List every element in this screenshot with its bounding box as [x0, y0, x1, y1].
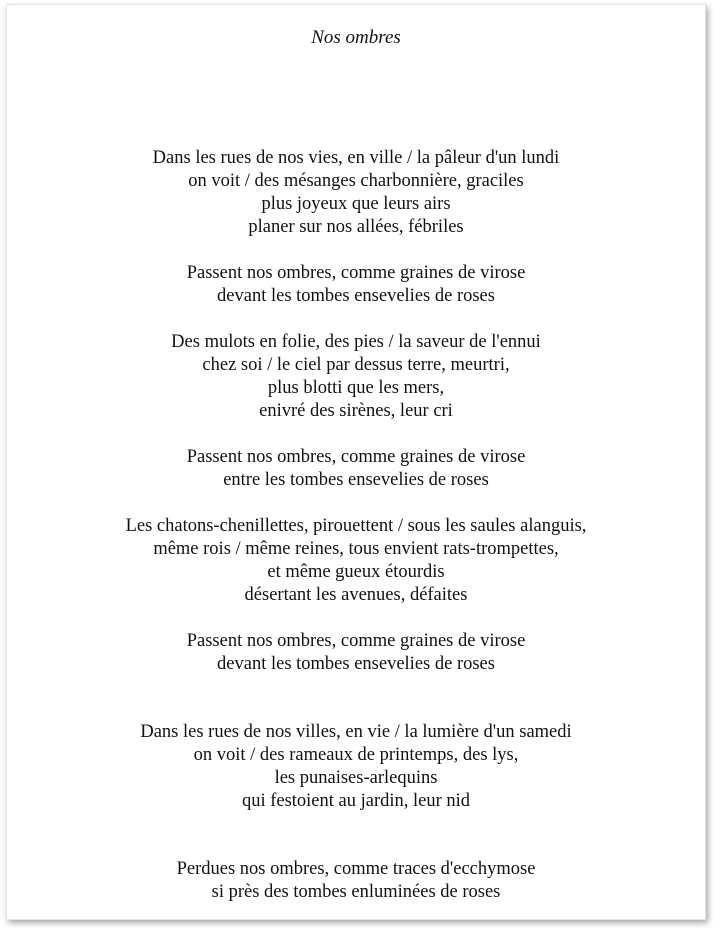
poem-line: Les chatons-chenillettes, pirouettent / sous les saules alanguis,	[125, 516, 587, 536]
poem-line: désertant les avenues, défaites	[244, 585, 468, 605]
poem-line: et même gueux étourdis	[267, 562, 445, 582]
poem-title: Nos ombres	[311, 27, 401, 48]
refrain-3	[7, 630, 705, 676]
refrain-2	[7, 446, 705, 492]
stanza-2	[7, 331, 705, 423]
poem-line: Passent nos ombres, comme graines de virose	[186, 263, 526, 283]
poem-line: plus joyeux que leurs airs	[261, 194, 451, 214]
stanza-1	[7, 147, 705, 239]
poem-line: plus blotti que les mers,	[267, 378, 445, 398]
poem-line: chez soi / le ciel par dessus terre, meurtri,	[202, 355, 510, 375]
poem-line: Passent nos ombres, comme graines de virose	[186, 631, 526, 651]
poem-line: Des mulots en folie, des pies / la saveur de l'ennui	[171, 332, 541, 352]
poem-body	[7, 147, 705, 904]
poem-line: devant les tombes ensevelies de roses	[217, 654, 495, 674]
document-page	[6, 4, 706, 920]
poem-line: si près des tombes enluminées de roses	[211, 882, 501, 902]
poem-line: enivré des sirènes, leur cri	[259, 401, 453, 421]
poem-line: Dans les rues de nos vies, en ville / la pâleur d'un lundi	[152, 148, 560, 168]
poem-line: même rois / même reines, tous envient rats-trompettes,	[153, 539, 559, 559]
poem-line: devant les tombes ensevelies de roses	[217, 286, 495, 306]
final-refrain	[7, 858, 705, 904]
poem-line: on voit / des rameaux de printemps, des lys,	[193, 745, 519, 765]
poem-line: Perdues nos ombres, comme traces d'ecchymose	[176, 859, 536, 879]
stanza-3	[7, 515, 705, 607]
refrain-1	[7, 262, 705, 308]
poem-line: on voit / des mésanges charbonnière, graciles	[188, 171, 524, 191]
poem-line: Passent nos ombres, comme graines de virose	[186, 447, 526, 467]
poem-line: qui festoient au jardin, leur nid	[241, 791, 471, 811]
poem-line: les punaises-arlequins	[274, 768, 438, 788]
poem-line: planer sur nos allées, fébriles	[248, 217, 464, 237]
poem-line: Dans les rues de nos villes, en vie / la lumière d'un samedi	[140, 722, 572, 742]
stanza-4	[7, 721, 705, 813]
poem-line: entre les tombes ensevelies de roses	[223, 470, 489, 490]
